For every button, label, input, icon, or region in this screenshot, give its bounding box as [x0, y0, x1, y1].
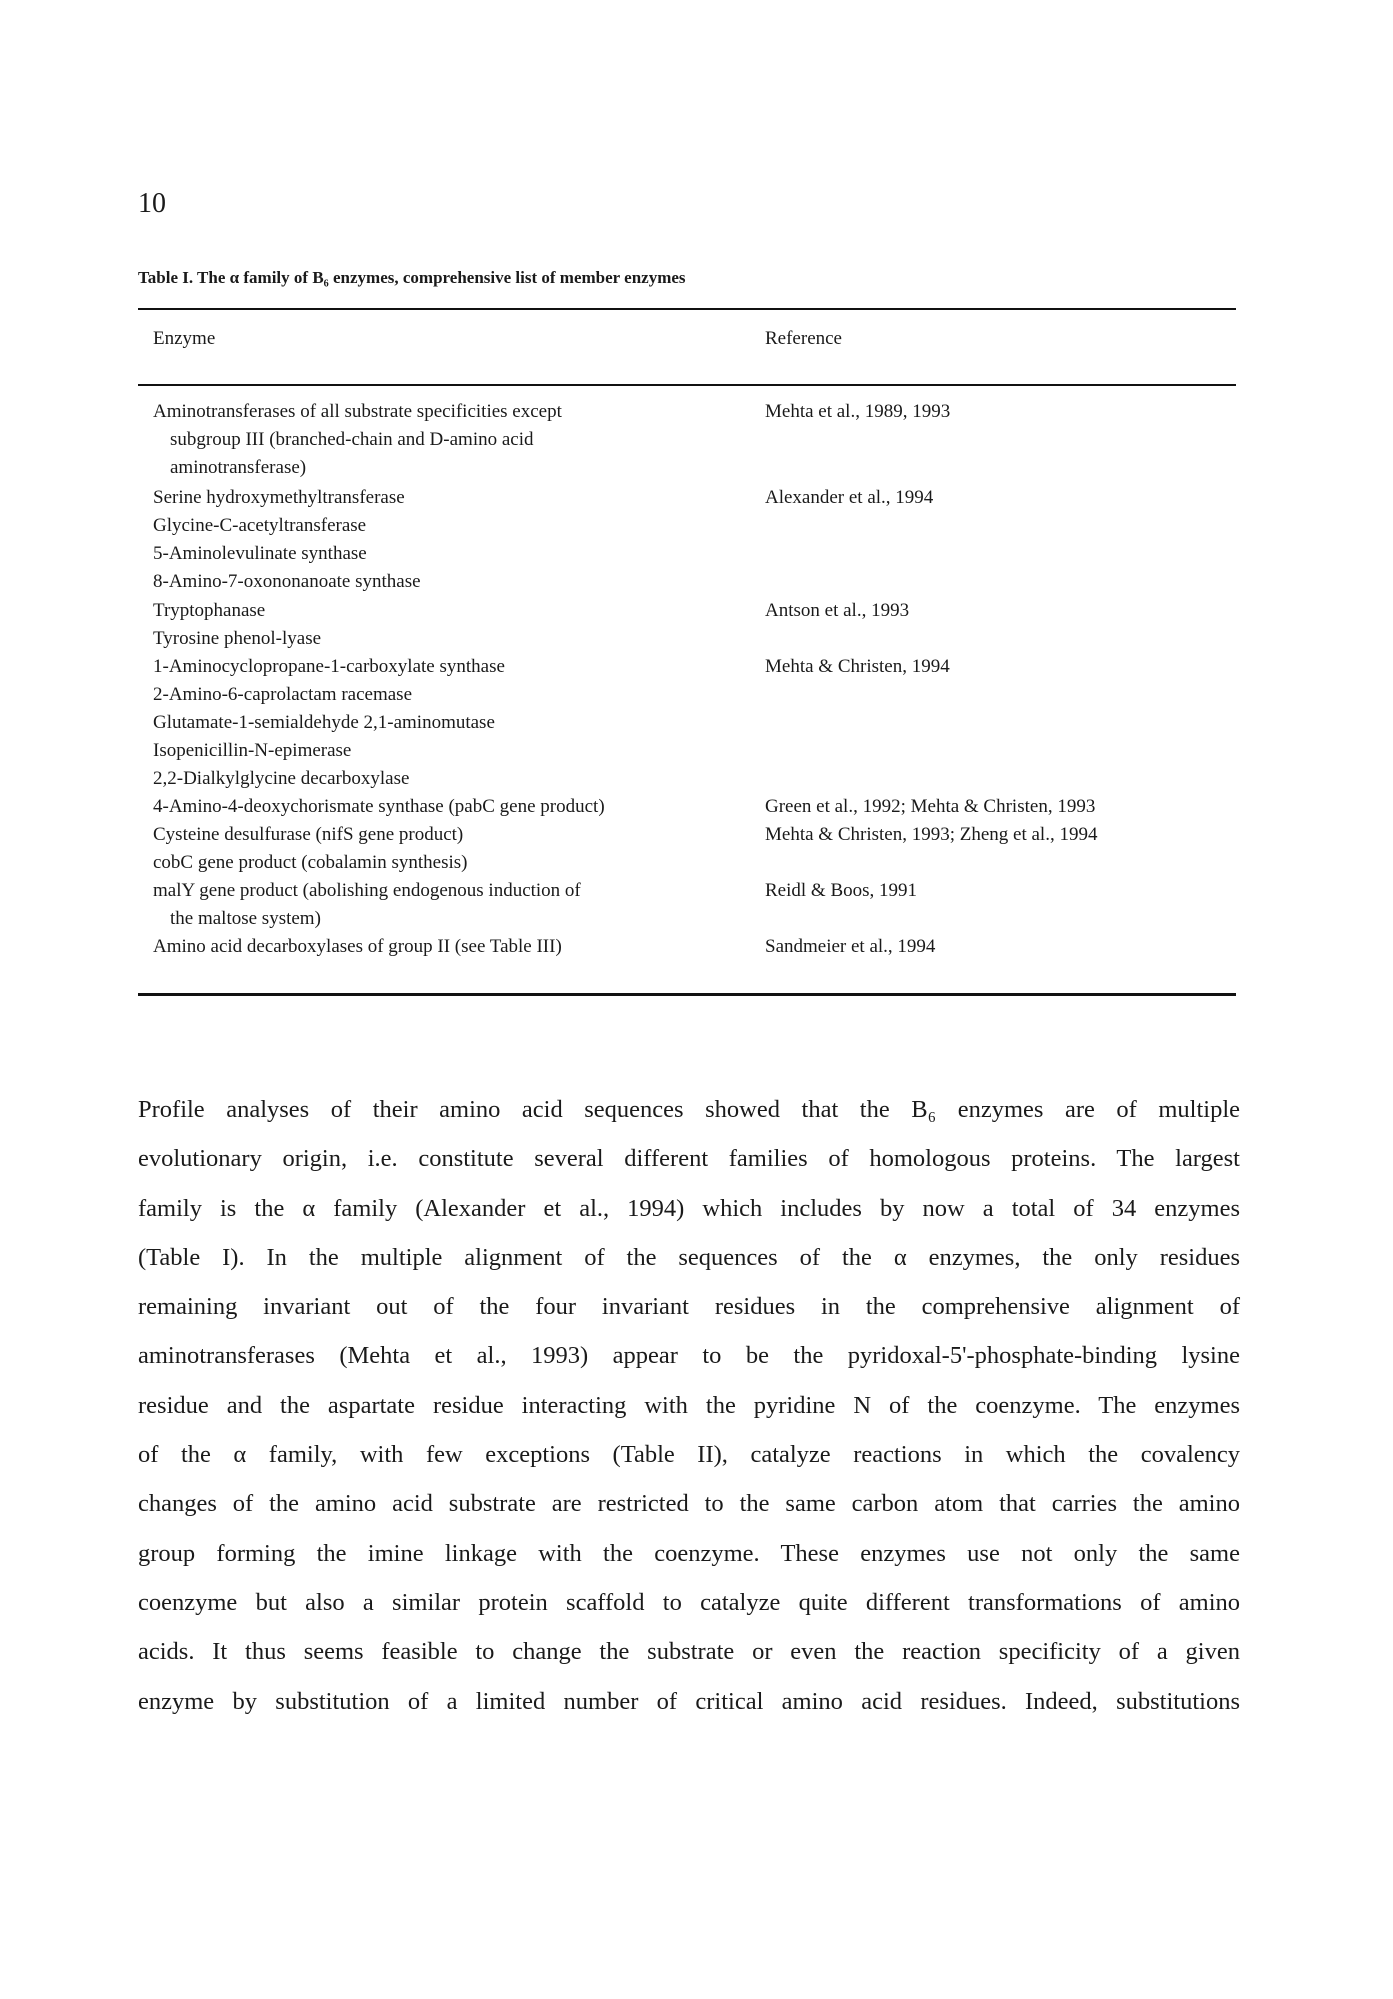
- table-header-rule: [138, 384, 1236, 386]
- text-line: enzyme by substitution of a limited number of critical amino acid residues. Indeed, substitutions: [138, 1687, 1240, 1715]
- table-row-enzyme: 4-Amino-4-deoxychorismate synthase (pabC gene product): [153, 796, 605, 817]
- text-line: acids. It thus seems feasible to change the substrate or even the reaction specificity of a given: [138, 1638, 1240, 1666]
- table-row-enzyme: Tryptophanase: [153, 600, 266, 621]
- text-line: evolutionary origin, i.e. constitute several different families of homologous proteins. The largest: [138, 1145, 1240, 1173]
- table-row-reference: Antson et al., 1993: [765, 600, 910, 621]
- table-row-reference: Mehta et al., 1989, 1993: [765, 401, 951, 422]
- table-row-enzyme: 1-Aminocyclopropane-1-carboxylate synthase: [153, 656, 505, 677]
- text-line: group forming the imine linkage with the coenzyme. These enzymes use not only the same: [138, 1539, 1240, 1567]
- text-line: residue and the aspartate residue interacting with the pyridine N of the coenzyme. The enzymes: [138, 1391, 1240, 1419]
- table-row-enzyme: cobC gene product (cobalamin synthesis): [153, 852, 468, 873]
- body-paragraph: [138, 1085, 1240, 1726]
- enzyme-line: Aminotransferases of all substrate specificities except: [153, 401, 562, 422]
- table-bottom-rule: [138, 993, 1236, 996]
- table-row-reference: Mehta & Christen, 1993; Zheng et al., 1994: [765, 824, 1098, 845]
- text-line: coenzyme but also a similar protein scaffold to catalyze quite different transformations of amino: [138, 1588, 1240, 1616]
- enzyme-line: aminotransferase): [170, 457, 307, 478]
- table-row-enzyme: 2,2-Dialkylglycine decarboxylase: [153, 768, 410, 789]
- table-row-enzyme: Glutamate-1-semialdehyde 2,1-aminomutase: [153, 712, 495, 733]
- table-row-enzyme: [153, 398, 713, 482]
- table-row-reference: Alexander et al., 1994: [765, 487, 934, 508]
- table-row-enzyme: Tyrosine phenol-lyase: [153, 628, 322, 649]
- text-line: of the α family, with few exceptions (Table II), catalyze reactions in which the covalency: [138, 1441, 1240, 1469]
- table-row-reference: Reidl & Boos, 1991: [765, 880, 918, 901]
- column-header-enzyme: Enzyme: [153, 328, 216, 349]
- text-line: (Table I). In the multiple alignment of the sequences of the α enzymes, the only residues: [138, 1243, 1240, 1271]
- table-row-enzyme: Serine hydroxymethyltransferase: [153, 487, 405, 508]
- table-row-enzyme: 5-Aminolevulinate synthase: [153, 543, 367, 564]
- enzyme-line: subgroup III (branched-chain and D-amino acid: [170, 429, 534, 450]
- table-row-enzyme: 8-Amino-7-oxononanoate synthase: [153, 571, 421, 592]
- table-row-enzyme: Amino acid decarboxylases of group II (see Table III): [153, 936, 562, 957]
- table-row-enzyme: 2-Amino-6-caprolactam racemase: [153, 684, 413, 705]
- table-caption: Table I. The α family of B₆ enzymes, comprehensive list of member enzymes: [138, 268, 686, 287]
- text-line: Profile analyses of their amino acid sequences showed that the B₆ enzymes are of multiple: [138, 1096, 1240, 1123]
- page-number: 10: [138, 188, 166, 219]
- table-row-enzyme: Glycine-C-acetyltransferase: [153, 515, 367, 536]
- table-row-reference: Sandmeier et al., 1994: [765, 936, 936, 957]
- table-row-reference: Mehta & Christen, 1994: [765, 656, 950, 677]
- text-line: remaining invariant out of the four invariant residues in the comprehensive alignment of: [138, 1293, 1240, 1321]
- table-row-enzyme: Cysteine desulfurase (nifS gene product): [153, 824, 464, 845]
- table-row-enzyme: Isopenicillin-N-epimerase: [153, 740, 352, 761]
- table-row-enzyme: [153, 877, 713, 933]
- text-line: changes of the amino acid substrate are restricted to the same carbon atom that carries the amino: [138, 1490, 1240, 1518]
- table-row-reference: Green et al., 1992; Mehta & Christen, 1993: [765, 796, 1096, 817]
- text-line: family is the α family (Alexander et al., 1994) which includes by now a total of 34 enzymes: [138, 1194, 1240, 1222]
- text-line: aminotransferases (Mehta et al., 1993) appear to be the pyridoxal-5'-phosphate-binding lysine: [138, 1342, 1240, 1370]
- table-top-rule: [138, 308, 1236, 310]
- column-header-reference: Reference: [765, 328, 842, 349]
- enzyme-line: the maltose system): [170, 908, 321, 929]
- enzyme-line: malY gene product (abolishing endogenous induction of: [153, 880, 581, 901]
